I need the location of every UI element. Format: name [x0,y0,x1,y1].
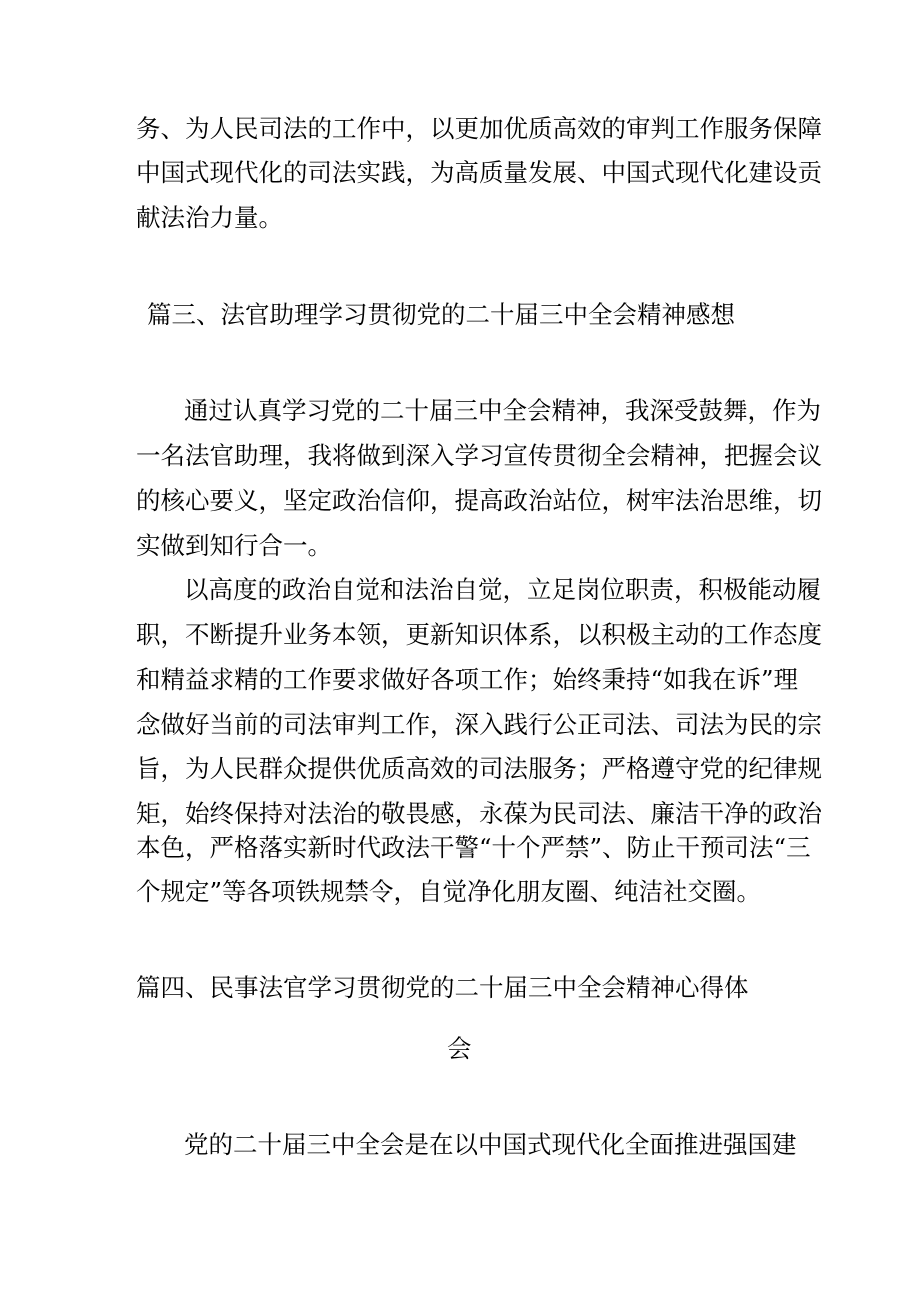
paragraph-line: 中国式现代化的司法实践，为高质量发展、中国式现代化建设贡 [136,158,822,187]
paragraph-line: 旨，为人民群众提供优质高效的司法服务；严格遵守党的纪律规 [136,754,822,783]
paragraph-line: 党的二十届三中全会是在以中国式现代化全面推进强国建 [184,1130,797,1159]
paragraph-line: 实做到知行合一。 [136,531,332,560]
paragraph-line: 个规定”等各项铁规禁令，自觉净化朋友圈、纯洁社交圈。 [136,877,762,906]
paragraph-line: 以高度的政治自觉和法治自觉，立足岗位职责，积极能动履 [184,575,821,604]
section-heading-4: 篇四、民事法官学习贯彻党的二十届三中全会精神心得体 [136,973,749,1002]
paragraph-line: 一名法官助理，我将做到深入学习宣传贯彻全会精神，把握会议 [136,441,822,470]
paragraph-line: 通过认真学习党的二十届三中全会精神，我深受鼓舞，作为 [184,396,821,425]
paragraph-line: 献法治力量。 [136,203,283,232]
paragraph-line: 的核心要义，坚定政治信仰，提高政治站位，树牢法治思维，切 [136,486,822,515]
paragraph-line: 念做好当前的司法审判工作，深入践行公正司法、司法为民的宗 [136,710,822,739]
section-heading-3: 篇三、法官助理学习贯彻党的二十届三中全会精神感想 [147,300,735,329]
paragraph-line: 矩，始终保持对法治的敬畏感，永葆为民司法、廉洁干净的政治 [136,799,822,828]
paragraph-line: 本色，严格落实新时代政法干警“十个严禁”、防止干预司法“三 [136,833,811,862]
section-heading-4-continuation: 会 [447,1034,472,1063]
paragraph-line: 和精益求精的工作要求做好各项工作；始终秉持“如我在诉”理 [136,665,799,694]
paragraph-line: 务、为人民司法的工作中，以更加优质高效的审判工作服务保障 [136,114,822,143]
paragraph-line: 职，不断提升业务本领，更新知识体系，以积极主动的工作态度 [136,620,822,649]
